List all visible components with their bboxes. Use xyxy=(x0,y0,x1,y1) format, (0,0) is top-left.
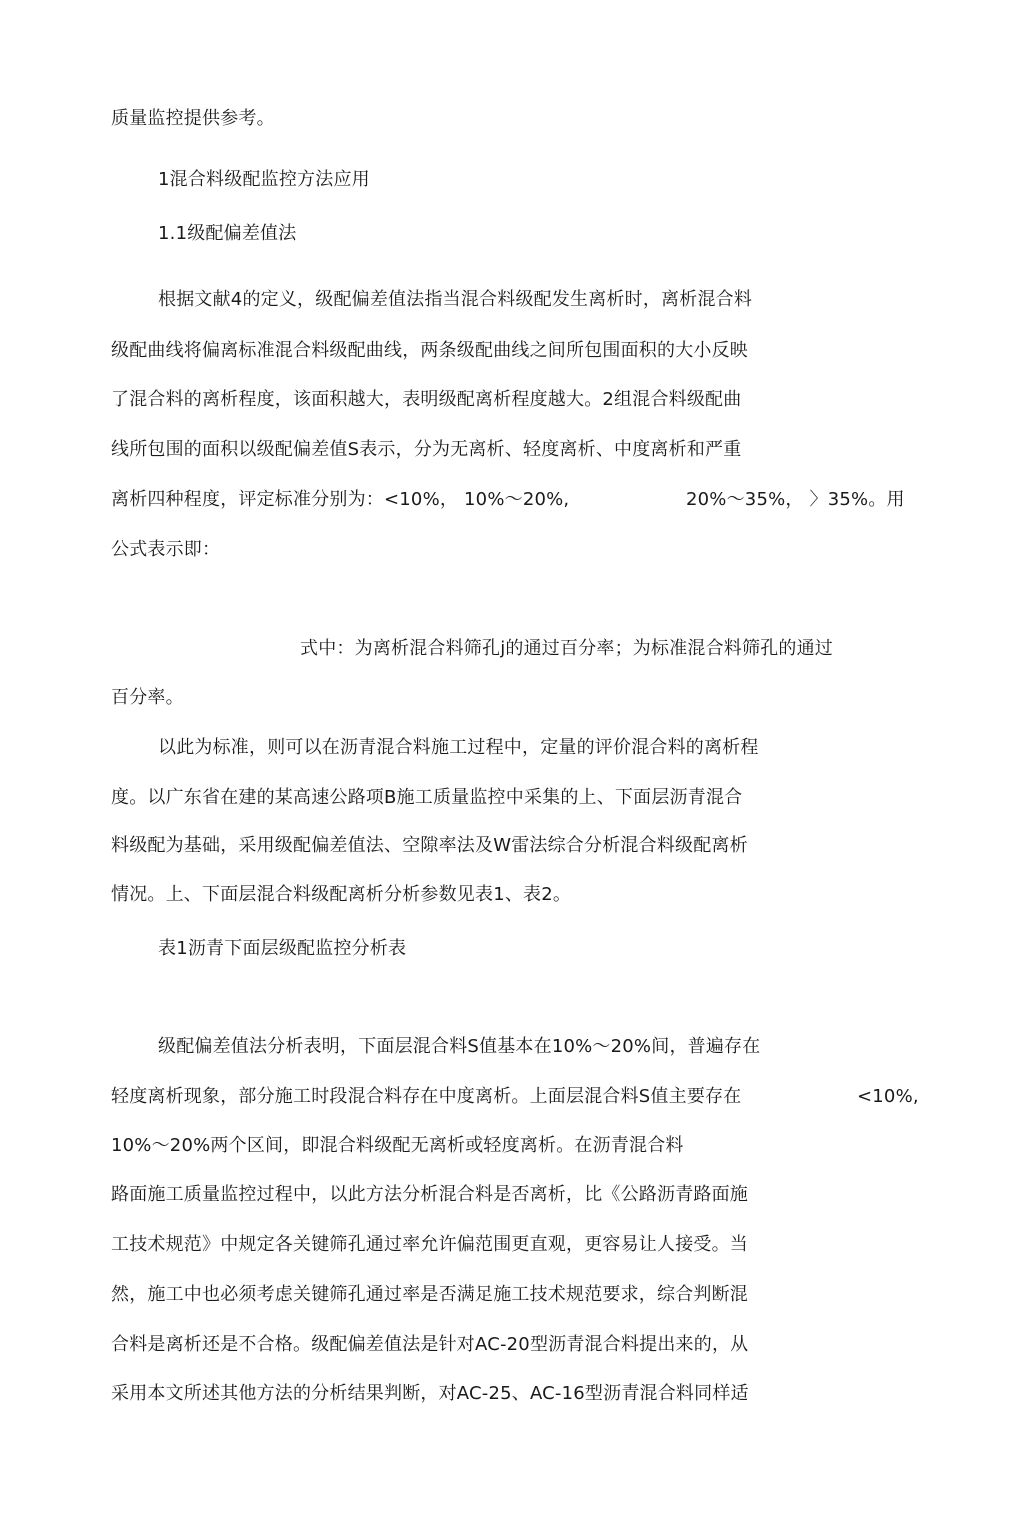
text-line: 合料是离析还是不合格。级配偏差值法是针对AC-20型沥青混合料提出来的，从 xyxy=(111,1334,749,1355)
text-line: 根据文献4的定义，级配偏差值法指当混合料级配发生离析时，离析混合料 xyxy=(158,289,753,310)
text-line: 路面施工质量监控过程中，以此方法分析混合料是否离析，比《公路沥青路面施 xyxy=(111,1184,748,1205)
text-line-continuation: <10%, xyxy=(857,1086,919,1107)
text-line: 百分率。 xyxy=(111,687,184,708)
text-line: 质量监控提供参考。 xyxy=(111,108,275,129)
text-line: 然，施工中也必须考虑关键筛孔通过率是否满足施工技术规范要求，综合判断混 xyxy=(111,1284,748,1305)
text-line: 情况。上、下面层混合料级配离析分析参数见表1、表2。 xyxy=(111,884,572,905)
formula-note: 式中：为离析混合料筛孔j的通过百分率；为标准混合料筛孔的通过 xyxy=(300,638,833,659)
table-caption: 表1沥青下面层级配监控分析表 xyxy=(158,938,407,959)
section-heading: 1混合料级配监控方法应用 xyxy=(158,169,370,190)
text-line: 以此为标准，则可以在沥青混合料施工过程中，定量的评价混合料的离析程 xyxy=(158,737,759,758)
text-line: 了混合料的离析程度，该面积越大，表明级配离析程度越大。2组混合料级配曲 xyxy=(111,389,742,410)
text-line: 采用本文所述其他方法的分析结果判断，对AC-25、AC-16型沥青混合料同样适 xyxy=(111,1383,749,1404)
text-line: 离析四种程度，评定标准分别为：<10%， 10%～20%, xyxy=(111,489,570,510)
text-line: 10%～20%两个区间，即混合料级配无离析或轻度离析。在沥青混合料 xyxy=(111,1135,684,1156)
text-line: 度。以广东省在建的某高速公路项B施工质量监控中采集的上、下面层沥青混合 xyxy=(111,787,743,808)
text-line: 料级配为基础，采用级配偏差值法、空隙率法及W雷法综合分析混合料级配离析 xyxy=(111,835,748,856)
text-line: 线所包围的面积以级配偏差值S表示，分为无离析、轻度离析、中度离析和严重 xyxy=(111,439,742,460)
subsection-heading: 1.1级配偏差值法 xyxy=(158,223,297,244)
text-line: 工技术规范》中规定各关键筛孔通过率允许偏范围更直观，更容易让人接受。当 xyxy=(111,1234,748,1255)
text-line-continuation: 20%～35%， 〉35%。用 xyxy=(686,489,905,510)
text-line: 公式表示即： xyxy=(111,539,221,560)
text-line: 级配偏差值法分析表明，下面层混合料S值基本在10%～20%间，普遍存在 xyxy=(158,1036,761,1057)
text-line: 轻度离析现象，部分施工时段混合料存在中度离析。上面层混合料S值主要存在 xyxy=(111,1086,742,1107)
text-line: 级配曲线将偏离标准混合料级配曲线，两条级配曲线之间所包围面积的大小反映 xyxy=(111,340,748,361)
